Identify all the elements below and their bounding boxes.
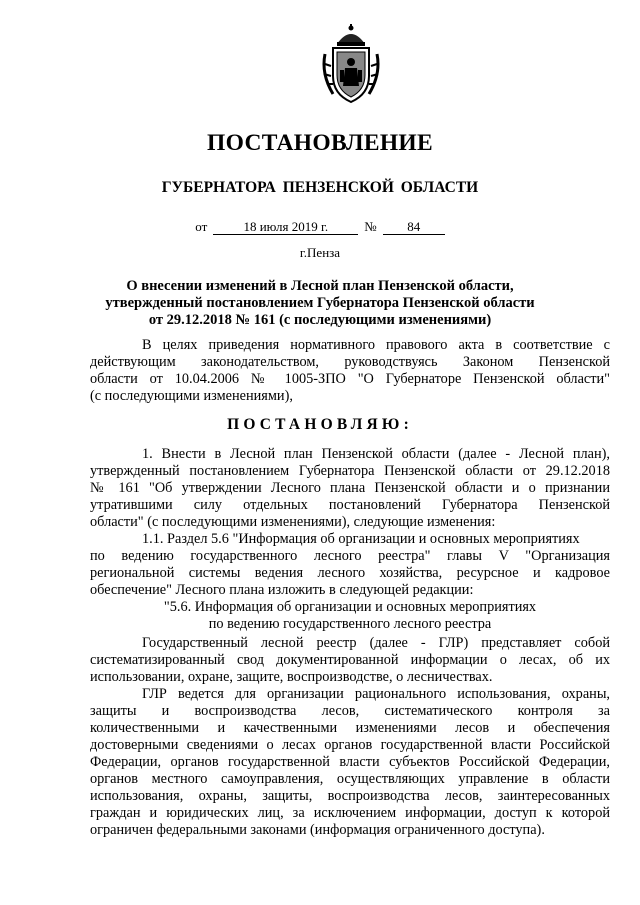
glr-2-line: ограничен федеральными законами (информация ограниченного доступа).: [90, 822, 545, 838]
glr-2-line: граждан и юридических лиц, за исключением информации, доступ к которой: [90, 805, 610, 821]
heading-line: от 29.12.2018 № 161 (с последующими изменениями): [148, 312, 492, 328]
preamble-line: В целях приведения нормативного правового акта в соответствие с: [142, 337, 610, 353]
glr-paragraph-1: [90, 635, 610, 686]
item-1-paragraph: [90, 446, 610, 531]
item-1-1-line: региональной системы ведения лесного хозяйства, ресурсное и кадровое: [90, 565, 610, 581]
item-1-line: утвержденный постановлением Губернатора Пензенской области от 29.12.2018: [90, 463, 610, 479]
document-title: ПОСТАНОВЛЕНИЕ: [207, 130, 433, 156]
glr-2-line: использования, охраны, защиты, воспроизводства лесов, заинтересованных: [90, 788, 610, 804]
item-1-1-line: обеспечение" Лесного плана изложить в следующей редакции:: [90, 582, 474, 598]
glr-1-line: систематизированный свод документированной информации о лесах, об их: [90, 652, 610, 668]
item-1-line: области" (с последующими изменениями), следующие изменения:: [90, 514, 496, 530]
number-prefix: №: [364, 219, 377, 234]
item-1-line: утратившими силу отдельных постановлений Губернатора Пензенской: [90, 497, 610, 513]
glr-2-line: ГЛР ведется для организации рационального использования, охраны,: [142, 686, 610, 702]
glr-2-line: Федерации, органов государственной власти субъектов Российской Федерации,: [90, 754, 610, 770]
heading-line: О внесении изменений в Лесной план Пензенской области,: [126, 278, 514, 294]
city: г.Пенза: [299, 245, 341, 260]
glr-2-line: количественными и качественными изменениями лесов и обеспечения: [90, 720, 610, 736]
item-1-line: № 161 "Об утверждении Лесного плана Пензенской области и о признании: [90, 480, 610, 496]
section-title: [90, 599, 610, 633]
glr-paragraph-2: [90, 686, 610, 839]
decree-word: ПОСТАНОВЛЯЮ:: [227, 416, 413, 433]
penza-coat-of-arms-icon: [319, 24, 383, 106]
preamble-line: (с последующими изменениями),: [90, 388, 293, 404]
glr-1-line: использовании, охране, защите, воспроизводстве, о лесничествах.: [90, 669, 493, 685]
heading-line: утвержденный постановлением Губернатора Пензенской области: [105, 295, 535, 311]
glr-1-line: Государственный лесной реестр (далее - ГЛР) представляет собой: [142, 635, 610, 651]
section-title-line: по ведению государственного лесного реестра: [208, 616, 492, 632]
document-heading: [30, 278, 610, 329]
glr-2-line: достоверными сведениями о лесах органов государственной власти Российской: [90, 737, 610, 753]
date-number-line: [0, 219, 640, 235]
item-1-1-paragraph: [90, 531, 610, 599]
item-1-line: 1. Внести в Лесной план Пензенской области (далее - Лесной план),: [142, 446, 610, 462]
item-1-1-line: по ведению государственного лесного реестра" главы V "Организация: [90, 548, 610, 564]
section-title-line: "5.6. Информация об организации и основных мероприятиях: [163, 599, 537, 615]
document-issuer: ГУБЕРНАТОРА ПЕНЗЕНСКОЙ ОБЛАСТИ: [161, 179, 479, 196]
date-prefix: от: [195, 219, 208, 234]
date-field: 18 июля 2019 г.: [213, 220, 358, 235]
preamble-line: области от 10.04.2006 № 1005-ЗПО "О Губернаторе Пензенской области": [90, 371, 610, 387]
item-1-1-line: 1.1. Раздел 5.6 "Информация об организации и основных мероприятиях: [142, 531, 580, 547]
glr-2-line: органов местного самоуправления, осуществляющих управление в области: [90, 771, 610, 787]
glr-2-line: защиты и воспроизводства лесов, систематического контроля за: [90, 703, 610, 719]
preamble-paragraph: [90, 337, 610, 405]
preamble-line: действующим законодательством, руководствуясь Законом Пензенской: [90, 354, 610, 370]
number-field: 84: [383, 220, 445, 235]
